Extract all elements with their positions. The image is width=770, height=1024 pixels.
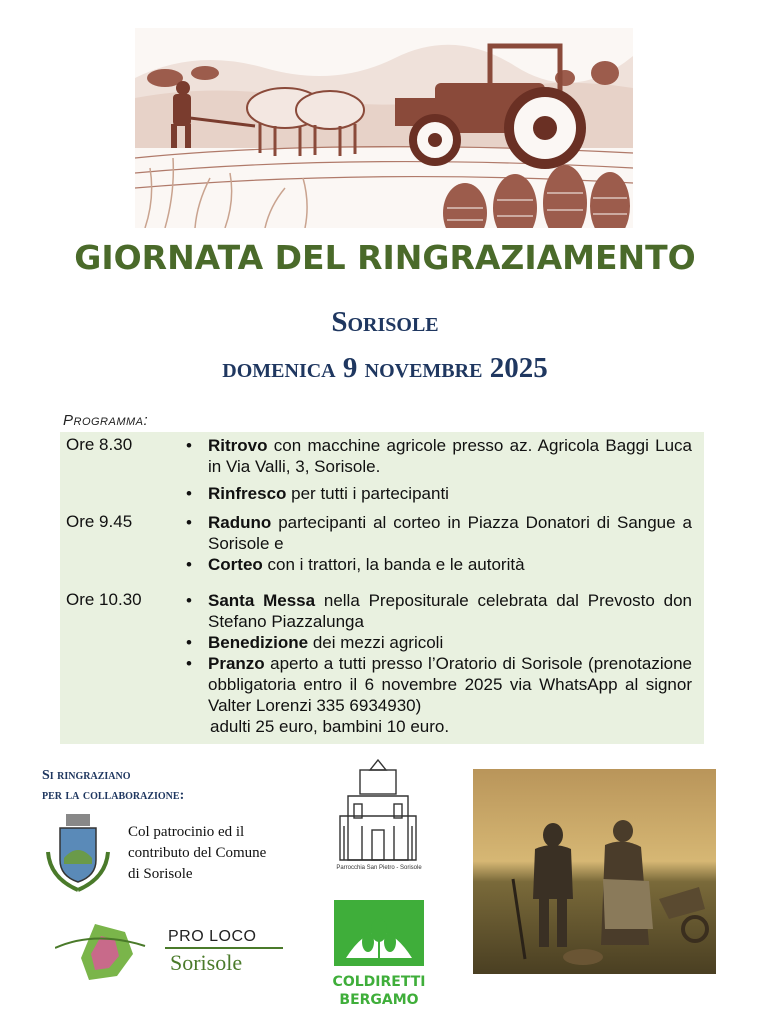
svg-text:BERGAMO: BERGAMO (339, 992, 419, 1008)
parish-caption: Parrocchia San Pietro - Sorisole (336, 865, 422, 871)
slot-items (184, 590, 692, 737)
date-weekday: domenica (222, 352, 336, 384)
proloco-name: PRO LOCO (168, 928, 257, 945)
comune-patronage-text: Col patrocinio ed il contributo del Comune di Sorisole (128, 824, 267, 882)
date-year: 2025 (489, 352, 548, 384)
slot-time: Ore 9.45 (66, 512, 133, 531)
slot-items (184, 435, 692, 504)
event-date (0, 352, 770, 385)
programme-label: Programma: (63, 412, 149, 429)
church-icon (330, 756, 426, 864)
price-note: adulti 25 euro, bambini 10 euro. (210, 717, 450, 736)
event-place: Sorisole (331, 306, 439, 338)
svg-text:COLDIRETTI: COLDIRETTI (332, 974, 426, 990)
list-item: • Santa Messa nella Prepositurale celebrata dal Prevosto don Stefano Piazzalunga (184, 590, 692, 632)
proloco-town: Sorisole (170, 950, 243, 975)
thanks-heading: Si ringraziano per la collaborazione: (42, 768, 185, 803)
date-day: 9 (342, 352, 358, 384)
farm-illustration (135, 28, 633, 228)
date-month: novembre (364, 352, 483, 384)
list-item: • Corteo con i trattori, la banda e le autorità (184, 554, 692, 575)
angelus-painting (473, 769, 716, 974)
slot-items (184, 512, 692, 575)
slot-time: Ore 10.30 (66, 590, 142, 609)
slot-time: Ore 8.30 (66, 435, 133, 454)
list-item: • Raduno partecipanti al corteo in Piazza Donatori di Sangue a Sorisole e (184, 512, 692, 554)
event-title: GIORNATA DEL RINGRAZIAMENTO (74, 238, 696, 277)
coldiretti-logo-icon (332, 898, 426, 1010)
list-item: • Rinfresco per tutti i partecipanti (184, 483, 692, 504)
programme-schedule (60, 432, 704, 744)
comune-crest-icon (44, 812, 112, 894)
list-item: • Benedizione dei mezzi agricoli (184, 632, 692, 653)
list-item: • Ritrovo con macchine agricole presso az. Agricola Baggi Luca in Via Valli, 3, Sorisole. (184, 435, 692, 477)
list-item: • Pranzo aperto a tutti presso l’Oratorio di Sorisole (prenotazione obbligatoria entro il 6 novembre 2025 via WhatsApp al signor Valter Lorenzi 335 6934930) (184, 653, 692, 716)
